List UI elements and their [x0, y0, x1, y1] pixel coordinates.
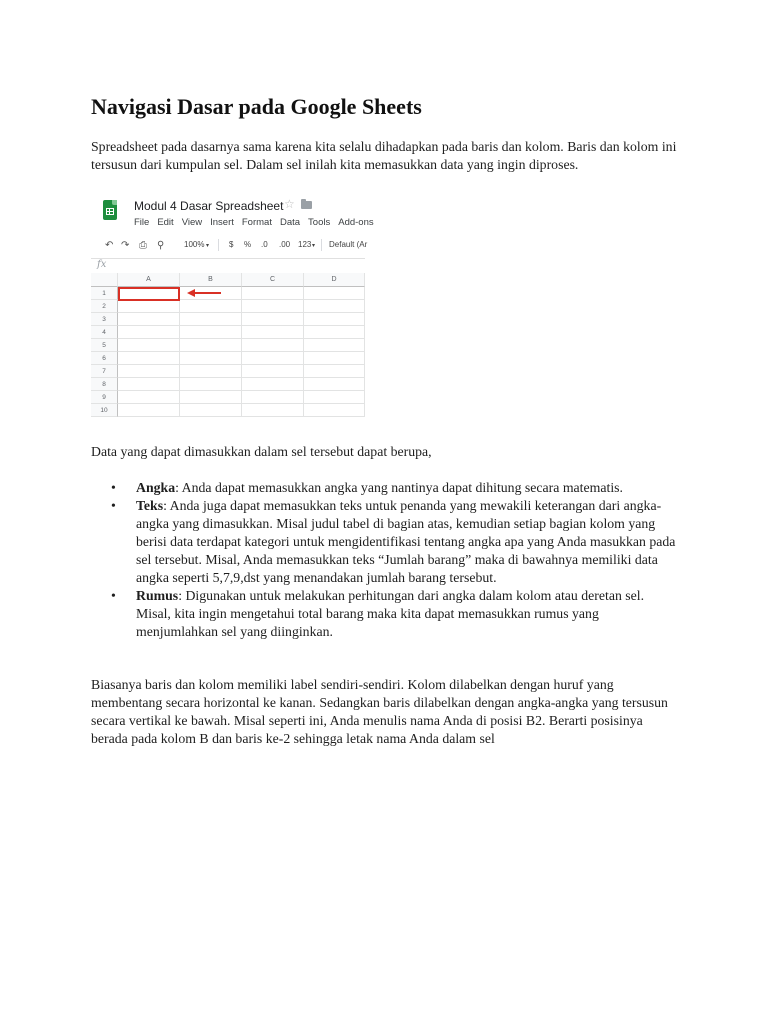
corner-header: [91, 273, 118, 287]
sheet-toolbar: [91, 234, 368, 256]
number-format: 123: [298, 240, 312, 249]
grid-cell: [304, 352, 365, 365]
column-header-b: B: [180, 273, 242, 287]
list-item-text: : Digunakan untuk melakukan perhitungan dari angka dalam kolom atau deretan sel. Misal, kita ingin mengetahui total barang maka kita dapat memasukkan rumus yang menjumlahkan sel yang diinginkan.: [136, 588, 645, 639]
number-format-dropdown-icon: ▾: [312, 243, 316, 249]
increase-decimal: .00: [279, 240, 291, 249]
fx-icon: fx: [97, 259, 107, 270]
percent-format: %: [244, 240, 252, 249]
column-header-d: D: [304, 273, 365, 287]
menu-addons: Add-ons: [338, 217, 374, 228]
list-item-text: : Anda juga dapat memasukkan teks untuk penanda yang mewakili keterangan dari angka-angka yang dimasukkan. Misal judul tabel di bagian atas, kemudian setiap bagian kolom yang berisi data terdapat kategori untuk mengidentifikasi tentang angka apa yang Anda masukkan pada sel tersebut. Misal, Anda memasukkan teks “Jumlah barang” maka di bawahnya memiliki data angka seperti 5,7,9,dst yang menandakan jumlah barang tersebut.: [136, 498, 676, 585]
grid-cell: [118, 313, 180, 326]
list-item: [91, 497, 681, 587]
list-item-term: Rumus: [136, 588, 179, 603]
grid-cell: [242, 404, 304, 417]
menu-file: File: [134, 217, 150, 228]
grid-cell: [180, 352, 242, 365]
grid-cell: [180, 300, 242, 313]
row-header: 6: [91, 352, 118, 365]
menu-edit: Edit: [157, 217, 174, 228]
sheets-screenshot: [91, 192, 374, 424]
list-item: [91, 479, 681, 497]
formula-bar: [91, 258, 365, 274]
grid-cell: [242, 300, 304, 313]
grid-cell: [118, 326, 180, 339]
sheet-grid: [91, 273, 365, 424]
decrease-decimal: .0: [261, 240, 268, 249]
print-icon: ⎙: [139, 240, 147, 251]
grid-cell: [242, 313, 304, 326]
redo-icon: ↷: [121, 240, 130, 251]
row-header: 5: [91, 339, 118, 352]
grid-cell: [304, 391, 365, 404]
list-item: [91, 587, 681, 641]
grid-cell: [118, 378, 180, 391]
grid-cell: [304, 404, 365, 417]
grid-cell: [242, 378, 304, 391]
grid-cell: [180, 365, 242, 378]
list-item-term: Angka: [136, 480, 176, 495]
lead-paragraph: Data yang dapat dimasukkan dalam sel tersebut dapat berupa,: [91, 444, 432, 459]
grid-cell: [180, 326, 242, 339]
undo-icon: ↶: [105, 240, 114, 251]
grid-cell: [242, 287, 304, 300]
menu-view: View: [181, 217, 203, 228]
grid-cell: [118, 404, 180, 417]
folder-icon: [301, 201, 312, 209]
row-header: 9: [91, 391, 118, 404]
closing-paragraph: Biasanya baris dan kolom memiliki label sendiri-sendiri. Kolom dilabelkan dengan huruf yang membentang secara horizontal ke kanan. Sedangkan baris dilabelkan dengan angka-angka yang tersusun secara vertikal ke bawah. Misal seperti ini, Anda menulis nama Anda di posisi B2. Berarti posisinya berada pada kolom B dan baris ke-2 sehingga letak nama Anda dalam sel: [91, 677, 668, 746]
grid-cell: [180, 404, 242, 417]
row-header: 1: [91, 287, 118, 300]
grid-cell: [180, 378, 242, 391]
column-header-a: A: [118, 273, 180, 287]
row-header: 4: [91, 326, 118, 339]
grid-cell: [180, 313, 242, 326]
grid-cell: [304, 365, 365, 378]
row-header: 2: [91, 300, 118, 313]
font-family-select: Default (Ar: [329, 240, 368, 249]
menu-data: Data: [279, 217, 301, 228]
page-title: Navigasi Dasar pada Google Sheets: [91, 94, 422, 119]
grid-cell: [242, 326, 304, 339]
row-header: 8: [91, 378, 118, 391]
bullet-list: [91, 479, 681, 641]
menu-insert: Insert: [210, 217, 234, 228]
grid-cell: [242, 391, 304, 404]
paint-format-icon: ⚲: [157, 240, 165, 251]
star-icon: ☆: [284, 197, 295, 211]
list-item-term: Teks: [136, 498, 164, 513]
grid-cell: [304, 313, 365, 326]
row-header: 7: [91, 365, 118, 378]
sheet-doc-title: Modul 4 Dasar Spreadsheet: [134, 199, 284, 213]
zoom-value: 100%: [184, 240, 205, 249]
grid-cell: [304, 300, 365, 313]
selected-cell-a1: [118, 287, 180, 301]
row-header: 10: [91, 404, 118, 417]
grid-cell: [118, 365, 180, 378]
zoom-dropdown-icon: ▾: [206, 243, 210, 249]
grid-cell: [242, 365, 304, 378]
grid-cell: [180, 391, 242, 404]
list-item-text: : Anda dapat memasukkan angka yang nantinya dapat dihitung secara matematis.: [175, 480, 623, 495]
menu-format: Format: [241, 217, 272, 228]
menu-tools: Tools: [308, 217, 331, 228]
grid-cell: [242, 352, 304, 365]
intro-paragraph: Spreadsheet pada dasarnya sama karena kita selalu dihadapkan pada baris dan kolom. Baris dan kolom ini tersusun dari kumpulan sel. Dalam sel inilah kita memasukkan data yang ingin diproses.: [91, 139, 677, 172]
grid-cell: [304, 378, 365, 391]
sheet-menubar: [134, 217, 382, 228]
row-header: 3: [91, 313, 118, 326]
currency-format: $: [229, 240, 234, 249]
grid-cell: [304, 287, 365, 300]
grid-cell: [180, 339, 242, 352]
grid-cell: [118, 300, 180, 313]
grid-cell: [118, 352, 180, 365]
sheets-logo-icon: [103, 200, 117, 220]
pointer-arrow-line: [193, 292, 221, 294]
grid-cell: [304, 339, 365, 352]
grid-cell: [304, 326, 365, 339]
grid-cell: [242, 339, 304, 352]
grid-cell: [118, 339, 180, 352]
grid-cell: [118, 391, 180, 404]
column-header-c: C: [242, 273, 304, 287]
